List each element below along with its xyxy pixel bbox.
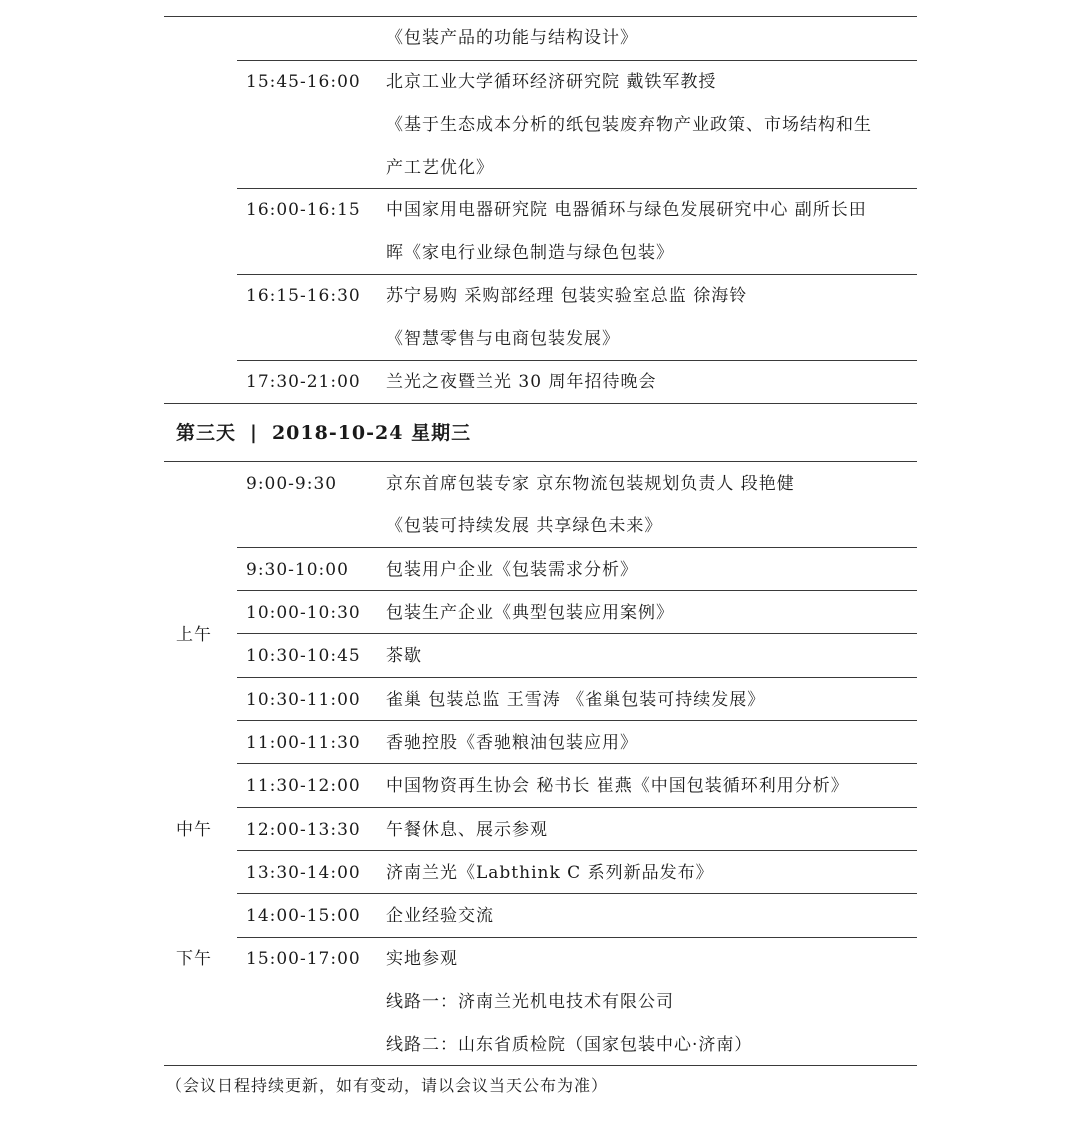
time-slot: 15:00-17:00 [246,949,361,969]
row-divider [237,633,917,634]
day-date: 2018-10-24 星期三 [271,422,472,444]
session-text: 实地参观 [386,949,458,969]
day-heading-separator: | [250,422,258,444]
time-slot: 13:30-14:00 [246,863,361,883]
row-divider [237,274,917,275]
day-heading [176,421,471,445]
time-slot: 11:30-12:00 [246,776,361,796]
session-text: 产工艺优化》 [386,158,494,178]
row-divider [237,850,917,851]
session-text: 晖《家电行业绿色制造与绿色包装》 [386,243,674,263]
time-slot: 10:30-11:00 [246,690,361,710]
session-text: 香驰控股《香驰粮油包装应用》 [386,733,638,753]
session-text: 包装生产企业《典型包装应用案例》 [386,603,674,623]
row-divider [237,763,917,764]
row-divider [237,677,917,678]
session-text: 北京工业大学循环经济研究院 戴铁军教授 [386,72,717,92]
session-text: 苏宁易购 采购部经理 包装实验室总监 徐海铃 [386,286,748,306]
session-text: 济南兰光《Labthink C 系列新品发布》 [386,863,714,883]
session-text: 中国家用电器研究院 电器循环与绿色发展研究中心 副所长田 [386,200,867,220]
session-text: 《智慧零售与电商包装发展》 [386,329,620,349]
time-slot: 11:00-11:30 [246,733,361,753]
time-slot: 9:30-10:00 [246,560,349,580]
time-slot: 17:30-21:00 [246,372,361,392]
row-divider [237,547,917,548]
row-divider [237,188,917,189]
time-slot: 16:00-16:15 [246,200,361,220]
session-text: 雀巢 包装总监 王雪涛 《雀巢包装可持续发展》 [386,690,766,710]
session-text: 茶歇 [386,646,422,666]
day2-bottom-border [164,403,917,404]
row-divider [237,720,917,721]
day-title: 第三天 [176,422,237,444]
time-slot: 16:15-16:30 [246,286,361,306]
session-text: 包装用户企业《包装需求分析》 [386,560,638,580]
session-text: 《包装可持续发展 共享绿色未来》 [386,516,663,536]
table-top-border [164,16,917,17]
session-text: 《基于生态成本分析的纸包装废弃物产业政策、市场结构和生 [386,115,872,135]
time-slot: 15:45-16:00 [246,72,361,92]
row-divider [237,60,917,61]
schedule-footnote: （会议日程持续更新，如有变动，请以会议当天公布为准） [166,1076,609,1095]
session-text: 《包装产品的功能与结构设计》 [386,28,638,48]
row-divider [237,893,917,894]
session-text: 兰光之夜暨兰光 30 周年招待晚会 [386,372,657,392]
session-text: 午餐休息、展示参观 [386,820,548,840]
table-bottom-border [164,1065,917,1066]
time-slot: 10:00-10:30 [246,603,361,623]
row-divider [237,807,917,808]
time-slot: 9:00-9:30 [246,474,338,494]
session-label-morning: 上午 [176,625,212,645]
session-text: 线路一：济南兰光机电技术有限公司 [386,992,674,1012]
session-text: 京东首席包装专家 京东物流包装规划负责人 段艳健 [386,474,795,494]
row-divider [237,360,917,361]
row-divider [237,937,917,938]
row-divider [237,590,917,591]
session-label-noon: 中午 [176,820,212,840]
time-slot: 14:00-15:00 [246,906,361,926]
day3-top-border [164,461,917,462]
session-text: 企业经验交流 [386,906,494,926]
session-text: 中国物资再生协会 秘书长 崔燕《中国包装循环利用分析》 [386,776,849,796]
session-text: 线路二：山东省质检院（国家包装中心·济南） [386,1035,753,1055]
time-slot: 12:00-13:30 [246,820,361,840]
time-slot: 10:30-10:45 [246,646,361,666]
session-label-afternoon: 下午 [176,949,212,969]
